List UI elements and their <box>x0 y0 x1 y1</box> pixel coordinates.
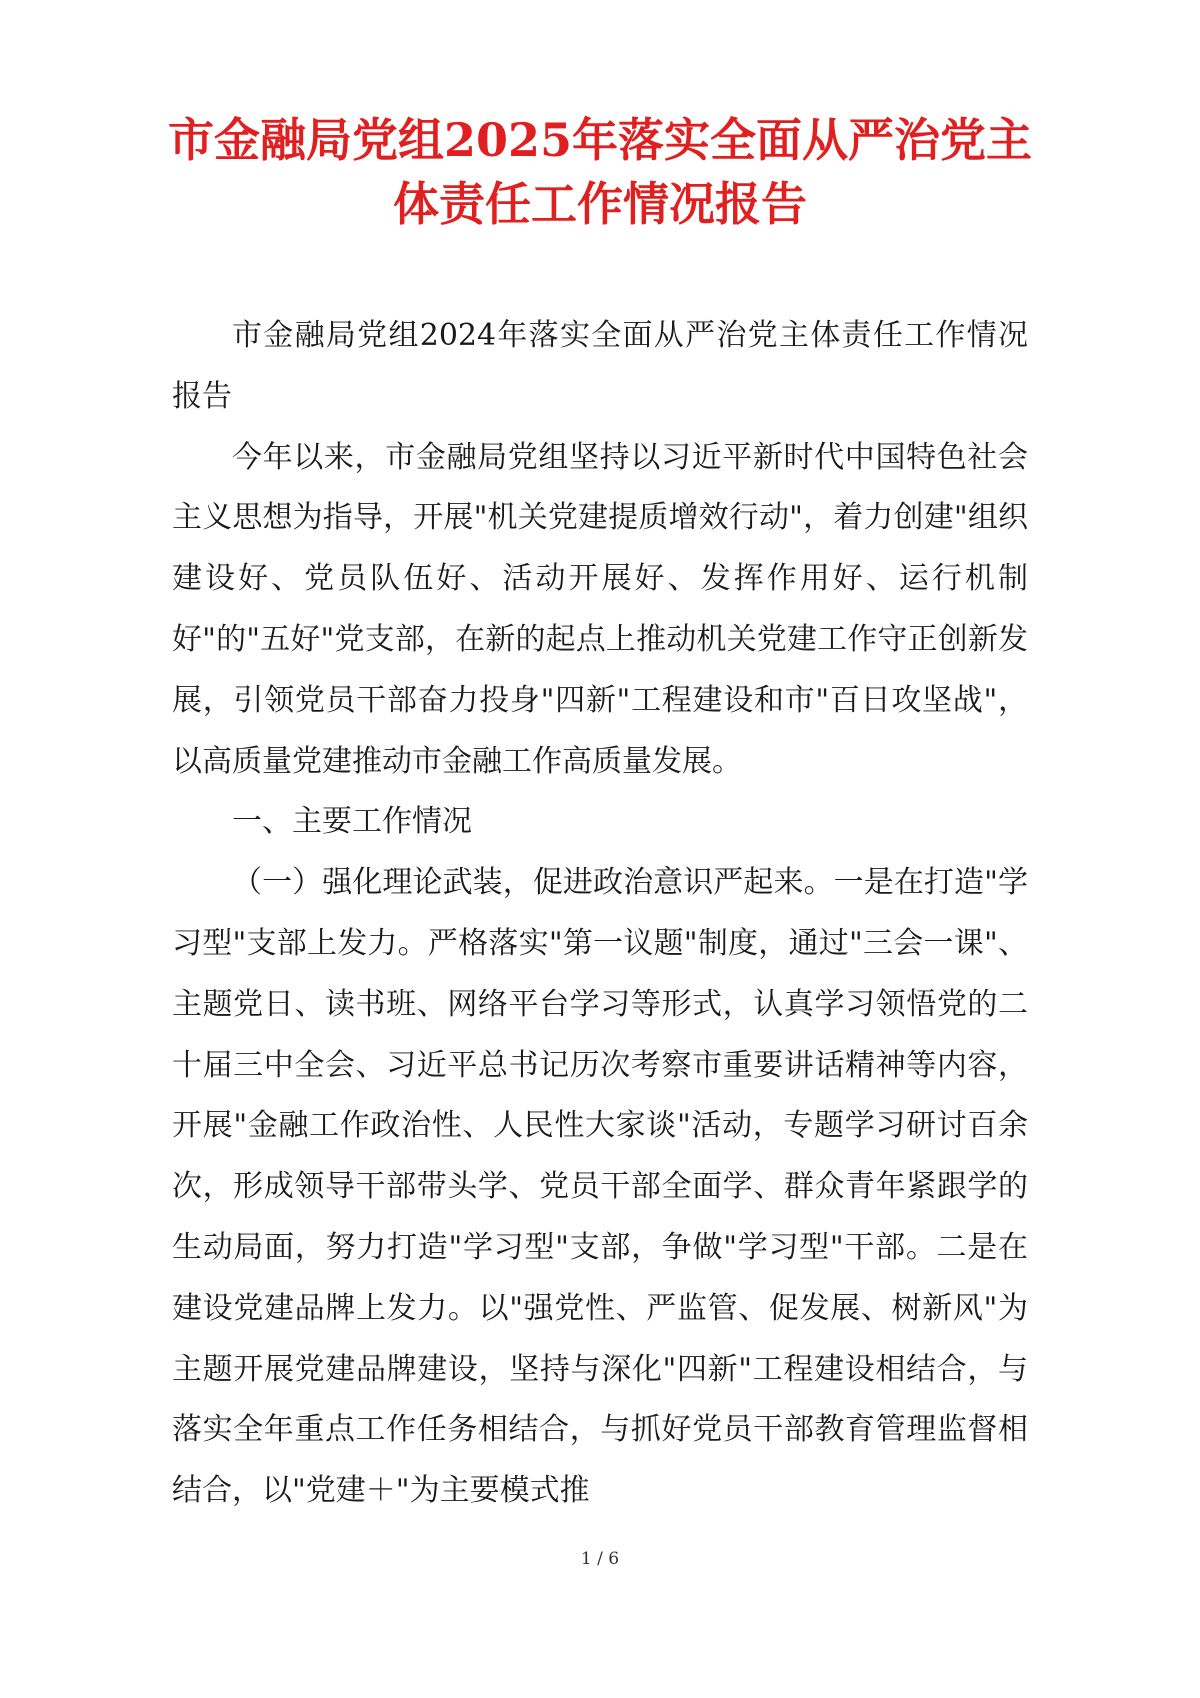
paragraph-heading-repeat: 市金融局党组2024年落实全面从严治党主体责任工作情况报告 <box>172 318 1028 414</box>
paragraph-intro: 今年以来，市金融局党组坚持以习近平新时代中国特色社会主义思想为指导，开展"机关党建提质增效行动"，着力创建"组织建设好、党员队伍好、活动开展好、发挥作用好、运行机制好"的"五好"党支部，在新的起点上推动机关党建工作守正创新发展，引领党员干部奋力投身"四新"工程建设和市"百日攻坚战"，以高质量党建推动市金融工作高质量发展。 <box>172 439 1028 779</box>
page-number: 1 / 6 <box>580 1549 620 1569</box>
title-line-2: 体责任工作情况报告 <box>393 177 807 231</box>
paragraph-section-1: （一）强化理论武装，促进政治意识严起来。一是在打造"学习型"支部上发力。严格落实"第一议题"制度，通过"三会一课"、主题党日、读书班、网络平台学习等形式，认真学习领悟党的二十届三中全会、习近平总书记历次考察市重要讲话精神等内容，开展"金融工作政治性、人民性大家谈"活动，专题学习研讨百余次，形成领导干部带头学、党员干部全面学、群众青年紧跟学的生动局面，努力打造"学习型"支部，争做"学习型"干部。二是在建设党建品牌上发力。以"强党性、严监管、促发展、树新风"为主题开展党建品牌建设，坚持与深化"四新"工程建设相结合，与落实全年重点工作任务相结合，与抓好党员干部教育管理监督相结合，以"党建＋"为主要模式推 <box>172 865 1028 1509</box>
document-body <box>172 306 1028 1522</box>
document-title <box>150 108 1050 236</box>
section-heading: 一、主要工作情况 <box>232 804 472 840</box>
title-line-1: 市金融局党组2025年落实全面从严治党主 <box>167 113 1033 167</box>
